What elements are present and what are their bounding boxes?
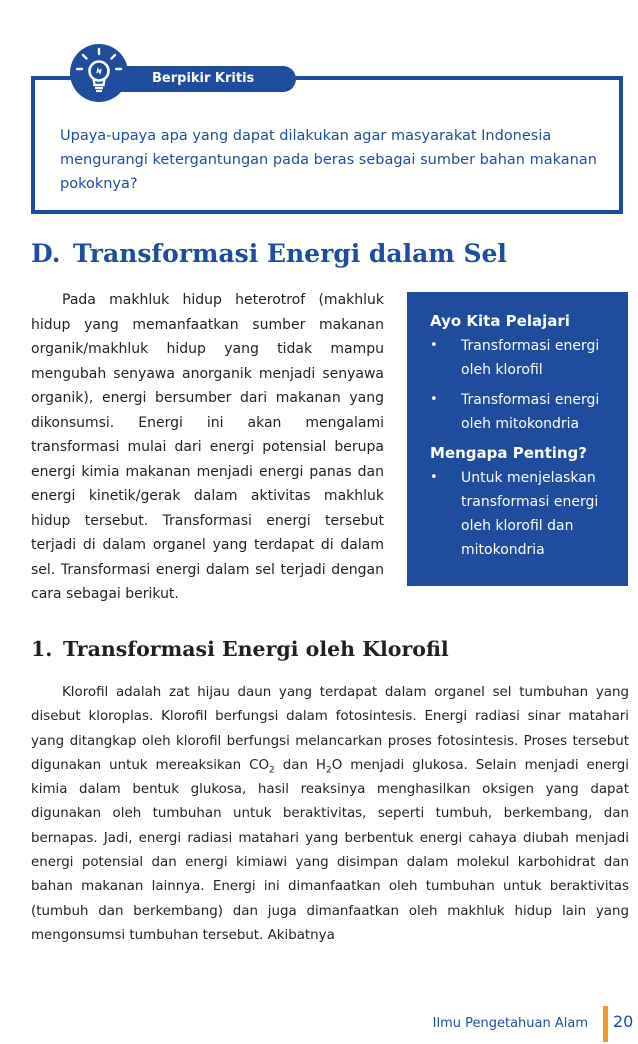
footer-divider <box>603 1006 608 1042</box>
list-item <box>430 388 614 436</box>
lightbulb-icon <box>70 44 128 102</box>
subsection-number: 1. <box>31 637 53 661</box>
important-heading: Mengapa Penting? <box>430 444 587 462</box>
list-item <box>430 334 614 382</box>
bullet: • <box>430 470 438 485</box>
co2-subscript: 2 <box>269 765 275 776</box>
bullet: • <box>430 392 438 407</box>
list-item-text: Transformasi energi oleh klorofil <box>461 338 600 378</box>
section-number: D. <box>31 239 61 268</box>
body-text: O menjadi glukosa. Selain menjadi energi kimia dalam bentuk glukosa, hasil reaksinya menghasilkan oksigen yang dapat digunakan oleh tumbuhan untuk beraktivitas, seperti tumbuh, berkembang, dan bernapas. Jadi, energi radiasi matahari yang berbentuk energi cahaya diubah menjadi energi potensial dan energi kimiawi yang disimpan dalam molekul karbohidrat dan bahan makanan lainnya. Energi ini dimanfaatkan oleh tumbuhan untuk beraktivitas (tumbuh dan berkembang) dan juga dimanfaatkan oleh makhluk hidup lain yang mengonsumsi tumbuhan tersebut. Akibatnya <box>31 757 629 943</box>
info-box <box>407 292 628 586</box>
footer-book-title: Ilmu Pengetahuan Alam <box>432 1016 588 1031</box>
intro-paragraph: Pada makhluk hidup heterotrof (makhluk hidup yang memanfaatkan sumber makanan organik/makhluk hidup yang tidak mampu mengubah senyawa anorganik menjadi senyawa organik), energi bersumber dari makanan yang dikonsumsi. Energi ini akan mengalami transformasi mulai dari energi potensial berupa energi kimia makanan menjadi energi panas dan energi kinetik/gerak dalam aktivitas makhluk hidup tersebut. Transformasi energi tersebut terjadi di dalam organel yang terdapat di dalam sel. Transformasi energi dalam sel terjadi dengan cara sebagai berikut. <box>31 292 384 602</box>
subsection-title-text: Transformasi Energi oleh Klorofil <box>63 637 449 661</box>
critical-thinking-label: Berpikir Kritis <box>100 66 296 92</box>
bullet: • <box>430 338 438 353</box>
h2o-subscript: 2 <box>326 765 332 776</box>
list-item-text: Untuk menjelaskan transformasi energi oleh klorofil dan mitokondria <box>461 470 599 558</box>
subsection-title <box>31 632 449 666</box>
body-text: dan H <box>274 757 326 773</box>
critical-thinking-question: Upaya-upaya apa yang dapat dilakukan agar masyarakat Indonesia mengurangi ketergantungan pada beras sebagai sumber bahan makanan pokoknya? <box>60 128 597 192</box>
body-paragraph <box>31 681 629 948</box>
learn-heading: Ayo Kita Pelajari <box>430 312 570 330</box>
list-item <box>430 466 614 562</box>
important-list <box>430 466 614 562</box>
page-number: 20 <box>613 1012 634 1031</box>
list-item-text: Transformasi energi oleh mitokondria <box>461 392 600 432</box>
body-text: Klorofil adalah zat hijau daun yang terdapat dalam organel sel tumbuhan yang disebut kloroplas. Klorofil berfungsi dalam fotosintesis. Energi radiasi sinar matahari yang ditangkap oleh klorofil berfungsi melancarkan proses fotosintesis. Proses tersebut digunakan untuk mereaksikan CO <box>31 685 629 773</box>
section-title-text: Transformasi Energi dalam Sel <box>73 239 507 268</box>
section-title <box>31 236 507 272</box>
learn-list <box>430 334 614 436</box>
